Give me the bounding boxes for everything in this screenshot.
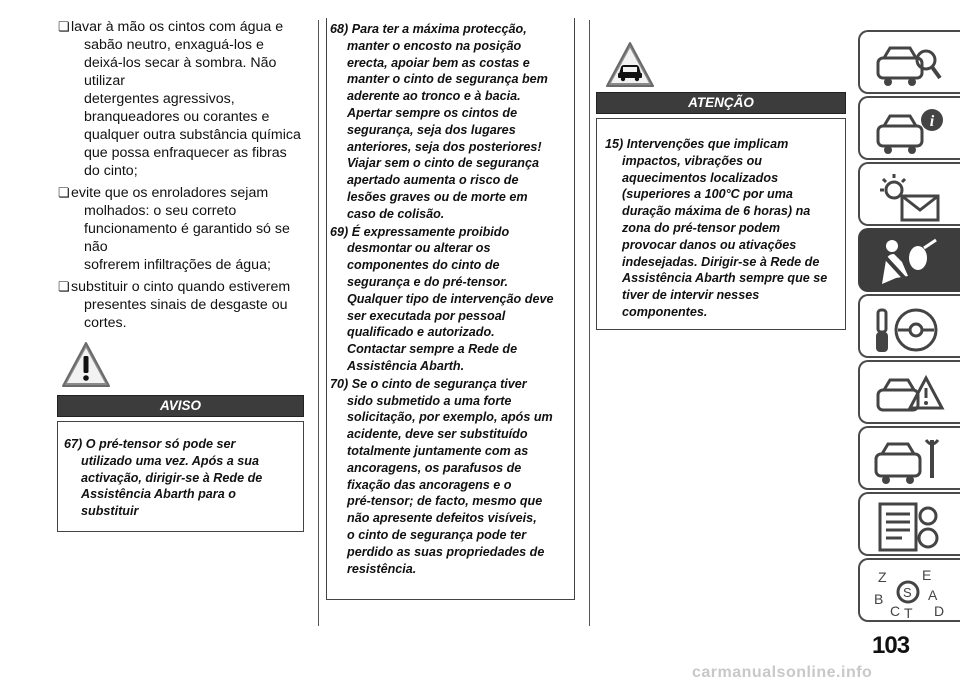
bullet-line: qualquer outra substância química bbox=[84, 127, 301, 143]
checkbox-icon: ❏ bbox=[58, 185, 70, 200]
bullet-line: funcionamento é garantido só se não bbox=[84, 221, 290, 255]
note-line: resistência. bbox=[347, 561, 417, 576]
note-line: substituir bbox=[81, 504, 139, 519]
warning-triangle-tow-icon bbox=[872, 368, 948, 422]
note-line: componentes do cinto de bbox=[347, 258, 500, 273]
seatbelt-airbag-icon bbox=[872, 236, 948, 290]
note-line: fixação das ancoragens e o bbox=[347, 477, 512, 492]
svg-text:C: C bbox=[890, 603, 901, 619]
note-line: lesões graves ou de morte em bbox=[347, 189, 528, 204]
aviso-banner: AVISO bbox=[57, 395, 304, 417]
note-item bbox=[330, 21, 571, 223]
left-column bbox=[58, 18, 308, 336]
note-line: anteriores, seja dos posteriores! bbox=[347, 139, 542, 154]
note-line: 69) É expressamente proibido bbox=[330, 224, 510, 239]
svg-text:D: D bbox=[934, 603, 945, 619]
note-line: (superiores a 100°C por uma bbox=[622, 187, 793, 202]
note-line: aquecimentos localizados bbox=[622, 170, 779, 185]
bullet-line: evite que os enroladores sejam bbox=[71, 185, 269, 201]
note-line: erecta, apoiar bem as costas e bbox=[347, 55, 530, 70]
note-line: o cinto de segurança pode ter bbox=[347, 527, 527, 542]
car-search-icon bbox=[872, 38, 948, 92]
note-line: provocar danos ou ativações bbox=[622, 237, 797, 252]
note-line: apertado aumenta o risco de bbox=[347, 173, 519, 188]
note-item bbox=[64, 436, 297, 520]
bullet-line: cortes. bbox=[84, 315, 127, 331]
note-line: manter o encosto na posição bbox=[347, 38, 522, 53]
exclamation-warning-icon bbox=[60, 340, 112, 390]
side-tab-car-search[interactable] bbox=[858, 30, 960, 94]
bullet-line: sabão neutro, enxaguá-los e bbox=[84, 37, 264, 53]
note-line: activação, dirigir-se à Rede de bbox=[81, 470, 263, 485]
svg-text:Z: Z bbox=[878, 569, 887, 585]
bullet-line: lavar à mão os cintos com água e bbox=[71, 19, 284, 35]
note-line: 68) Para ter a máxima protecção, bbox=[330, 22, 527, 36]
note-line: impactos, vibrações ou bbox=[622, 153, 762, 168]
bullet-line: que possa enfraquecer as fibras bbox=[84, 145, 287, 161]
note-line: segurança, seja dos lugares bbox=[347, 122, 516, 137]
svg-text:i: i bbox=[929, 113, 935, 130]
svg-text:A: A bbox=[928, 587, 938, 603]
note-item bbox=[605, 136, 839, 321]
note-line: ser executada por pessoal bbox=[347, 308, 506, 323]
page-number: 103 bbox=[872, 632, 910, 659]
note-line: 15) Intervenções que implicam bbox=[605, 137, 789, 151]
note-line: indesejadas. Dirigir-se à Rede de bbox=[622, 254, 820, 269]
bullet-line: substituir o cinto quando estiverem bbox=[71, 279, 291, 295]
svg-text:T: T bbox=[904, 605, 913, 620]
note-line: qualificado e autorizado. bbox=[347, 325, 495, 340]
note-line: duração máxima de 6 horas) na bbox=[622, 204, 811, 219]
warning-light-message-icon bbox=[872, 170, 948, 224]
bullet-line: deixá-los secar à sombra. Não utilizar bbox=[84, 55, 277, 89]
bullet-line: do cinto; bbox=[84, 163, 138, 179]
note-line: 67) O pré-tensor só pode ser bbox=[64, 437, 236, 451]
note-line: totalmente juntamente com as bbox=[347, 443, 529, 458]
note-line: pré-tensor; de facto, mesmo que bbox=[347, 494, 543, 509]
atencao-box bbox=[596, 118, 846, 330]
svg-text:E: E bbox=[922, 567, 932, 583]
specs-gears-icon bbox=[872, 500, 948, 554]
bullet-line: sofrerem infiltrações de água; bbox=[84, 257, 271, 273]
side-tab-key-steering-wheel[interactable] bbox=[858, 294, 960, 358]
note-line: sido submetido a uma forte bbox=[347, 393, 512, 408]
car-wrench-icon bbox=[872, 434, 948, 488]
note-line: zona do pré-tensor podem bbox=[622, 220, 781, 235]
note-line: caso de colisão. bbox=[347, 206, 445, 221]
aviso-box bbox=[57, 421, 304, 532]
side-tab-warning-triangle-tow[interactable] bbox=[858, 360, 960, 424]
side-tab-seatbelt-airbag[interactable] bbox=[858, 228, 960, 292]
note-line: Contactar sempre a Rede de bbox=[347, 342, 518, 357]
note-line: Qualquer tipo de intervenção deve bbox=[347, 291, 554, 306]
note-line: Assistência Abarth sempre que se bbox=[622, 271, 828, 286]
key-steering-wheel-icon bbox=[872, 302, 948, 356]
note-line: não apresente defeitos visíveis, bbox=[347, 511, 537, 526]
bullet-line: molhados: o seu correto bbox=[84, 203, 237, 219]
bullet-line: branqueadores ou corantes e bbox=[84, 109, 270, 125]
note-line: aderente ao tronco e à bacia. bbox=[347, 89, 521, 104]
note-line: perdido as suas propriedades de bbox=[347, 544, 545, 559]
alphabetical-index-icon bbox=[872, 566, 948, 620]
column-separator bbox=[318, 20, 319, 626]
note-line: Assistência Abarth. bbox=[347, 358, 465, 373]
side-tab-car-wrench[interactable] bbox=[858, 426, 960, 490]
note-item bbox=[330, 224, 571, 375]
bullet-line: detergentes agressivos, bbox=[84, 91, 235, 107]
note-line: acidente, deve ser substituído bbox=[347, 427, 528, 442]
note-line: componentes. bbox=[622, 304, 708, 319]
note-line: utilizado uma vez. Após a sua bbox=[81, 453, 259, 468]
svg-text:B: B bbox=[874, 591, 884, 607]
bullet-item bbox=[58, 278, 308, 332]
watermark: carmanualsonline.info bbox=[692, 664, 873, 681]
svg-text:S: S bbox=[903, 585, 912, 600]
note-line: manter o cinto de segurança bem bbox=[347, 72, 548, 87]
bullet-item bbox=[58, 18, 308, 180]
bullet-list bbox=[58, 18, 308, 332]
note-line: tiver de intervir nesses bbox=[622, 288, 760, 303]
side-tab-warning-light-message[interactable] bbox=[858, 162, 960, 226]
note-line: desmontar ou alterar os bbox=[347, 241, 491, 256]
bullet-item bbox=[58, 184, 308, 274]
checkbox-icon: ❏ bbox=[58, 19, 70, 34]
note-line: ancoragens, os parafusos de bbox=[347, 460, 522, 475]
column-separator bbox=[589, 20, 590, 626]
note-line: 70) Se o cinto de segurança tiver bbox=[330, 376, 527, 391]
note-line: segurança e do pré-tensor. bbox=[347, 274, 508, 289]
note-item bbox=[330, 376, 571, 578]
side-tab-specs-gears[interactable] bbox=[858, 492, 960, 556]
note-line: Viajar sem o cinto de segurança bbox=[347, 156, 540, 171]
car-warning-icon bbox=[604, 40, 656, 90]
car-info-icon bbox=[872, 104, 948, 158]
side-tab-alphabetical-index[interactable] bbox=[858, 558, 960, 622]
note-line: Apertar sempre os cintos de bbox=[347, 105, 518, 120]
side-tab-car-info[interactable] bbox=[858, 96, 960, 160]
note-line: solicitação, por exemplo, após um bbox=[347, 410, 553, 425]
checkbox-icon: ❏ bbox=[58, 279, 70, 294]
atencao-banner: ATENÇÃO bbox=[596, 92, 846, 114]
note-line: Assistência Abarth para o bbox=[81, 487, 236, 502]
notes-box bbox=[326, 18, 575, 600]
bullet-line: presentes sinais de desgaste ou bbox=[84, 297, 288, 313]
